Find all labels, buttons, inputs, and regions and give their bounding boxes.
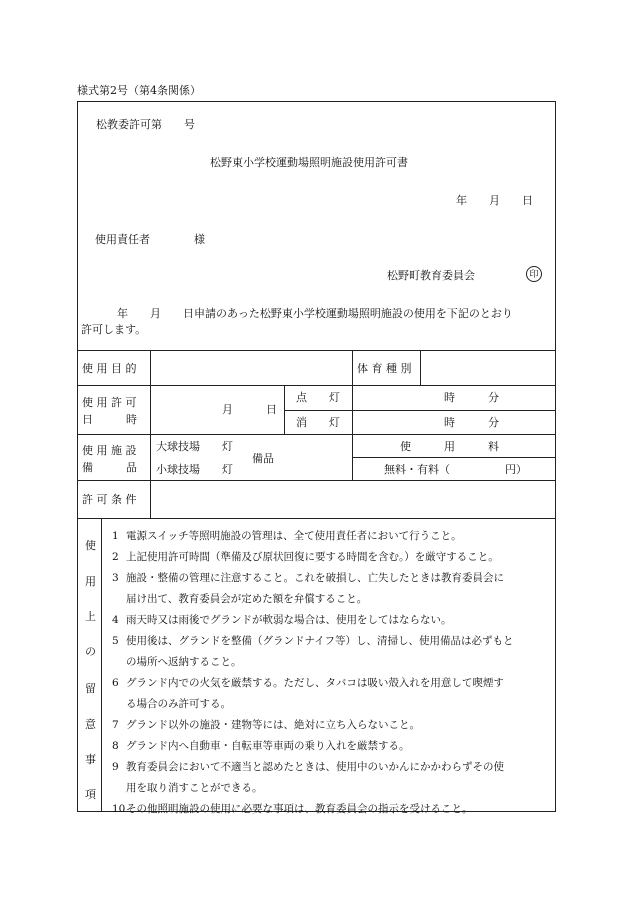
note-item	[112, 694, 554, 715]
note-number: 7	[112, 719, 119, 731]
note-text: 教育委員会において不適当と認めたときは、使用中のいかんにかかわらずその使	[126, 761, 504, 773]
notes-label-char: 留	[85, 682, 96, 695]
col-divider	[150, 350, 151, 518]
note-text: グランド内へ自動車・自転車等車両の乗り入れを厳禁する。	[126, 740, 410, 752]
issuer-name: 松野町教育委員会	[387, 269, 475, 282]
row-divider	[77, 434, 556, 435]
form-number: 様式第2号（第4条関係）	[77, 84, 201, 97]
note-number: 9	[112, 761, 119, 773]
large-field-lights: 大球技場 灯	[156, 440, 233, 453]
note-number: 1	[112, 530, 119, 542]
col-divider	[352, 385, 353, 434]
note-item	[112, 547, 554, 568]
note-text: 届け出て、教育委員会が定めた額を弁償すること。	[126, 593, 368, 605]
notes-label-char: 用	[85, 575, 96, 588]
note-number: 5	[112, 635, 119, 647]
note-item	[112, 652, 554, 673]
conditions-label: 許 可 条 件	[82, 493, 137, 506]
note-item	[112, 631, 554, 652]
fee-value: 無料・有料（ 円）	[384, 463, 527, 476]
col-divider	[101, 518, 102, 812]
note-text: の場所へ返納すること。	[126, 656, 242, 668]
month-day: 月 日	[222, 403, 277, 416]
notes-label-char: の	[85, 645, 96, 658]
responsible-person: 使用責任者 様	[95, 233, 205, 246]
purpose-label: 使 用 目 的	[82, 362, 137, 375]
note-text: その他照明施設の使用に必要な事項は、教育委員会の指示を受けること。	[126, 803, 473, 815]
facility-label-cont: 備 品	[82, 461, 137, 474]
sport-type-label: 体 育 種 別	[357, 362, 412, 375]
note-item	[112, 736, 554, 757]
row-divider	[352, 457, 556, 458]
notes-label-char: 使	[85, 539, 96, 552]
note-item	[112, 673, 554, 694]
note-number: 6	[112, 677, 119, 689]
note-item	[112, 589, 554, 610]
note-text: 使用後は、グランドを整備（グランドナイフ等）し、清掃し、使用備品は必ずもと	[126, 635, 514, 647]
intro-text-cont: 許可します。	[81, 323, 147, 336]
note-number: 2	[112, 551, 119, 563]
row-divider	[284, 410, 556, 411]
small-field-lights: 小球技場 灯	[156, 463, 233, 476]
datetime-label-cont: 日 時	[82, 413, 137, 426]
note-item	[112, 526, 554, 547]
row-divider	[77, 385, 556, 386]
time-on: 時 分	[444, 391, 499, 404]
note-number: 10	[112, 803, 126, 815]
time-off: 時 分	[444, 416, 499, 429]
lights-on-label: 点 灯	[296, 391, 340, 404]
col-divider	[284, 385, 285, 434]
note-text: る場合のみ許可する。	[126, 698, 231, 710]
notes-label-char: 項	[85, 788, 96, 801]
fee-label: 使 用 料	[400, 440, 499, 453]
note-item	[112, 778, 554, 799]
note-number: 4	[112, 614, 119, 626]
note-text: 雨天時又は雨後でグランドが軟弱な場合は、使用をしてはならない。	[126, 614, 452, 626]
note-text: 施設・整備の管理に注意すること。これを破損し、亡失したときは教育委員会に	[126, 572, 504, 584]
note-number: 3	[112, 572, 119, 584]
note-text: 上記使用許可時間（準備及び原状回復に要する時間を含む。）を厳守すること。	[126, 551, 499, 563]
col-divider	[352, 350, 353, 385]
row-divider	[77, 480, 556, 481]
col-divider	[420, 350, 421, 385]
document-title: 松野東小学校運動場照明施設使用許可書	[210, 156, 408, 169]
col-divider	[352, 434, 353, 480]
note-item	[112, 568, 554, 589]
note-item	[112, 757, 554, 778]
notes-label-char: 意	[85, 718, 96, 731]
note-text: 電源スイッチ等照明施設の管理は、全て使用責任者において行うこと。	[126, 530, 462, 542]
note-item	[112, 715, 554, 736]
note-item	[112, 799, 554, 820]
permit-number: 松教委許可第 号	[96, 118, 195, 131]
row-divider	[77, 518, 556, 519]
datetime-label: 使 用 許 可	[82, 396, 137, 409]
lights-off-label: 消 灯	[296, 416, 340, 429]
seal-mark: 印	[526, 266, 542, 282]
notes-label-char: 上	[85, 610, 96, 623]
intro-text: 年 月 日申請のあった松野東小学校運動場照明施設の使用を下記のとおり	[117, 307, 513, 320]
note-text: グランド内での火気を厳禁する。ただし、タバコは吸い殻入れを用意して喫煙す	[126, 677, 504, 689]
note-text: 用を取り消すことができる。	[126, 782, 263, 794]
note-item	[112, 610, 554, 631]
facility-label: 使 用 施 設	[82, 444, 137, 457]
note-text: グランド以外の施設・建物等には、絶対に立ち入らないこと。	[126, 719, 420, 731]
row-divider	[77, 350, 556, 351]
issue-date: 年 月 日	[456, 194, 533, 207]
equipment-label: 備品	[252, 452, 274, 465]
notes-label-char: 事	[85, 753, 96, 766]
note-number: 8	[112, 740, 119, 752]
